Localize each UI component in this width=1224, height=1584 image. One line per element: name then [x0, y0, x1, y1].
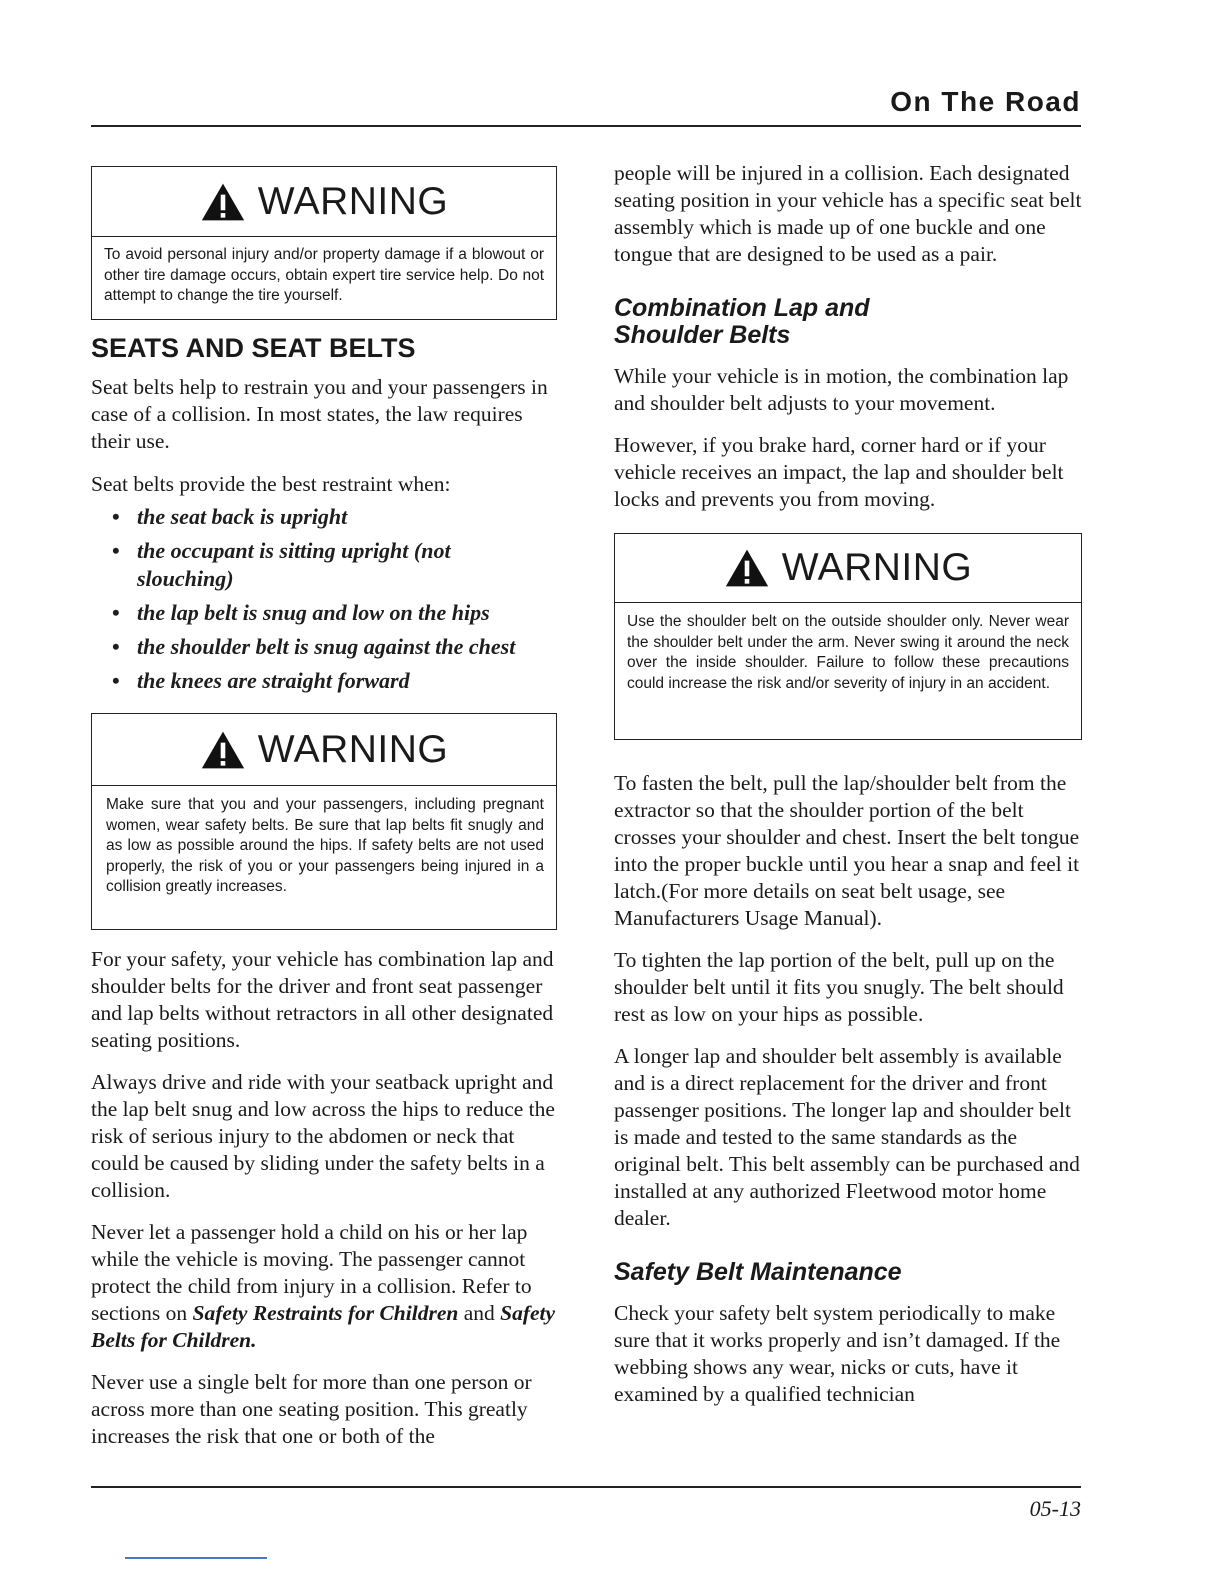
- restraint-lead: Seat belts provide the best restraint when:: [91, 472, 451, 496]
- right-column: [614, 160, 1082, 1408]
- passenger-warning-box: [91, 713, 557, 930]
- warning-text: Use the shoulder belt on the outside shoulder only. Never wear the shoulder belt under the arm. Never swing it around the neck over the inside shoulder. Failure to follow these precautions could increase the risk and/or severity of injury in an accident.: [627, 613, 1069, 692]
- restraint-conditions-list: [91, 503, 557, 695]
- tighten-paragraph: To tighten the lap portion of the belt, pull up on the shoulder belt until it fits you snugly. The belt should rest as low on your hips as possible.: [614, 948, 1064, 1026]
- child-paragraph: [91, 1219, 557, 1354]
- conjunction-text: and: [463, 1301, 495, 1325]
- warning-title: WARNING: [781, 546, 973, 589]
- warning-triangle-icon: [200, 729, 246, 771]
- brake-paragraph: However, if you brake hard, corner hard or if your vehicle receives an impact, the lap and shoulder belt locks and prevents you from moving.: [614, 433, 1064, 511]
- motion-paragraph: While your vehicle is in motion, the combination lap and shoulder belt adjusts to your movement.: [614, 364, 1069, 415]
- footer-link-underline: [125, 1557, 267, 1559]
- continuation-paragraph: people will be injured in a collision. Each designated seating position in your vehicle has a specific seat belt assembly which is made up of one buckle and one tongue that are designed to be used as a pair.: [614, 161, 1082, 266]
- tire-warning-box: [91, 166, 557, 320]
- list-item: • the lap belt is snug and low on the hips: [91, 599, 557, 627]
- header-rule: [91, 125, 1081, 127]
- page-number: 05-13: [1029, 1496, 1081, 1521]
- combination-belts-paragraph: For your safety, your vehicle has combination lap and shoulder belts for the driver and front seat passenger and lap belts without retractors in all other designated seating positions.: [91, 947, 554, 1052]
- child-paragraph-text: Never let a passenger hold a child on his or her lap while the vehicle is moving. The passenger cannot protect the child from injury in a collision. Refer to sections on: [91, 1220, 532, 1325]
- safety-restraints-reference: Safety Restraints for Children: [192, 1301, 459, 1325]
- warning-header: [92, 714, 556, 786]
- single-belt-paragraph: Never use a single belt for more than one person or across more than one seating position. This greatly increases the risk that one or both of the: [91, 1370, 532, 1448]
- maintenance-subheading: Safety Belt Maintenance: [614, 1258, 902, 1286]
- warning-header: [92, 167, 556, 237]
- fasten-paragraph: To fasten the belt, pull the lap/shoulder belt from the extractor so that the shoulder portion of the belt crosses your shoulder and chest. Insert the belt tongue into the proper buckle until you hear a snap and feel it latch.(For more details on seat belt usage, see Manufacturers Usage Manual).: [614, 771, 1080, 930]
- intro-paragraph: Seat belts help to restrain you and your passengers in case of a collision. In most states, the law requires their use.: [91, 375, 548, 453]
- maintenance-paragraph: Check your safety belt system periodically to make sure that it works properly and isn’t damaged. If the webbing shows any wear, nicks or cuts, have it examined by a qualified technician: [614, 1301, 1061, 1406]
- shoulder-warning-box: [614, 533, 1082, 740]
- longer-belt-paragraph: A longer lap and shoulder belt assembly is available and is a direct replacement for the driver and front passenger positions. The longer lap and shoulder belt is made and tested to the same standards as the original belt. This belt assembly can be purchased and installed at any authorized Fleetwood motor home dealer.: [614, 1044, 1080, 1230]
- warning-header: [615, 534, 1081, 603]
- warning-text: To avoid personal injury and/or property damage if a blowout or other tire damage occurs, obtain expert tire service help. Do not attempt to change the tire yourself.: [104, 246, 544, 304]
- section-heading: SEATS AND SEAT BELTS: [91, 333, 416, 363]
- safety-belts-reference: Safety Belts for Children.: [91, 1301, 556, 1352]
- warning-text: Make sure that you and your passengers, including pregnant women, wear safety belts. Be sure that lap belts fit snugly and as low as possible around the hips. If safety belts are not used properly, the risk of you or your passengers being injured in a collision greatly increases.: [106, 796, 544, 895]
- combination-subheading: Combination Lap and Shoulder Belts: [614, 294, 870, 349]
- warning-triangle-icon: [200, 181, 246, 223]
- seatback-paragraph: Always drive and ride with your seatback upright and the lap belt snug and low across the hips to reduce the risk of serious injury to the abdomen or neck that could be caused by sliding under the safety belts in a collision.: [91, 1070, 555, 1202]
- footer-rule: [91, 1486, 1081, 1488]
- left-column: [91, 160, 557, 1450]
- list-item: • the occupant is sitting upright (not slouching): [91, 537, 557, 593]
- list-item: • the shoulder belt is snug against the chest: [91, 633, 557, 661]
- warning-triangle-icon: [724, 547, 770, 589]
- page-header-title: On The Road: [890, 86, 1081, 117]
- warning-title: WARNING: [257, 179, 449, 223]
- warning-title: WARNING: [257, 727, 449, 771]
- list-item: • the seat back is upright: [91, 503, 557, 531]
- list-item: • the knees are straight forward: [91, 667, 557, 695]
